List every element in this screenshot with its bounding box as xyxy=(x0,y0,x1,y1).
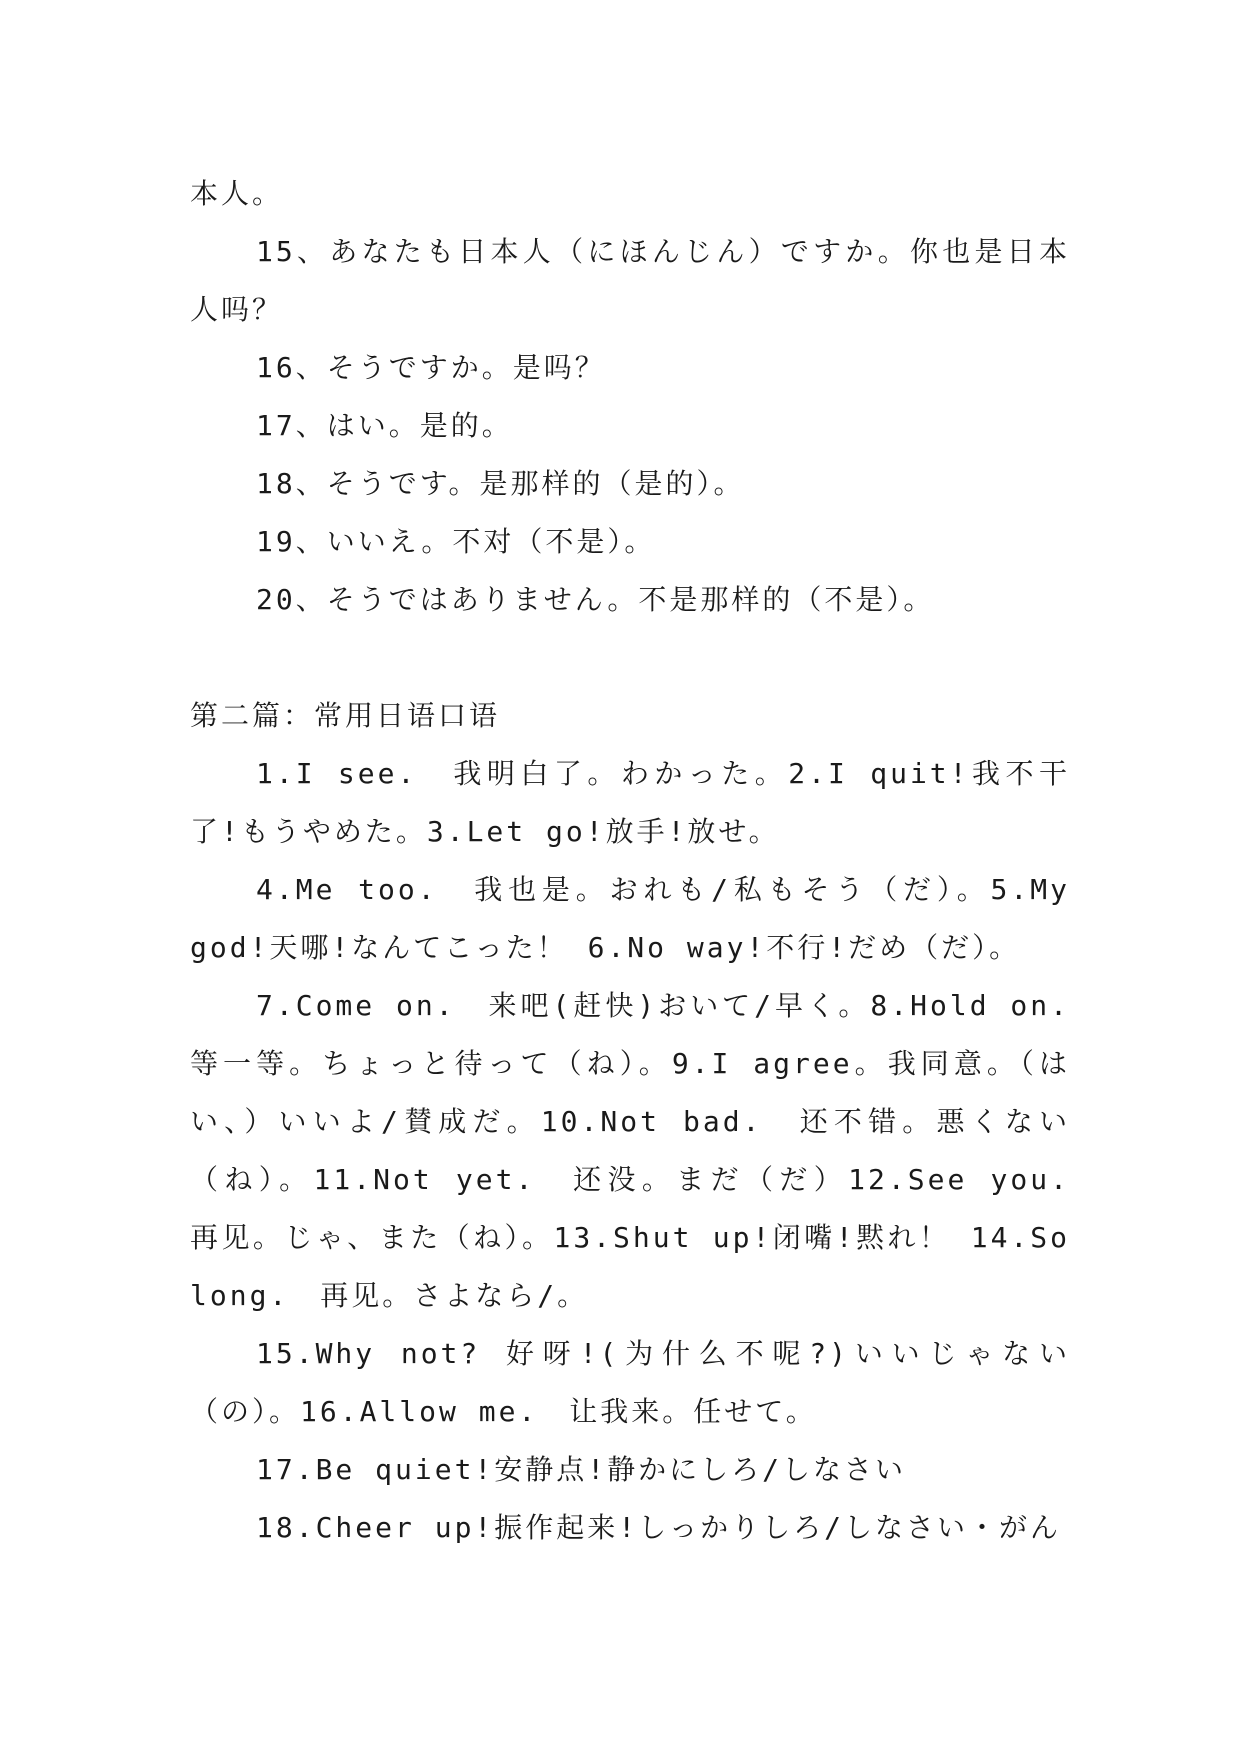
phrase-item-16: 16、そうですか。是吗？ xyxy=(256,351,606,384)
continuation-line: 本人。 xyxy=(190,177,284,210)
phrase-item-17: 17、はい。是的。 xyxy=(256,409,513,442)
phrase-item-15: 15、あなたも日本人（にほんじん）ですか。你也是日本人吗？ xyxy=(190,235,1070,326)
phrase-paragraph-4: 15.Why not? 好呀!(为什么不呢?)いいじゃない（の）。16.Allow me. 让我来。任せて。 xyxy=(190,1337,1070,1428)
document-body xyxy=(190,165,1102,1557)
phrase-item-18: 18、そうです。是那样的（是的）。 xyxy=(256,467,745,500)
phrase-item-19: 19、いいえ。不对（不是）。 xyxy=(256,525,656,558)
section-gap xyxy=(190,629,1070,687)
section-heading: 第二篇：常用日语口语 xyxy=(190,699,501,732)
phrase-item-20: 20、そうではありません。不是那样的（不是）。 xyxy=(256,583,935,616)
phrase-paragraph-3: 7.Come on. 来吧(赶快)おいて/早く。8.Hold on. 等一等。ちょっと待って（ね）。9.I agree。我同意。（はい、）いいよ/賛成だ。10.Not bad. 还不错。悪くない（ね）。11.Not yet. 还没。まだ（だ）12.See you. 再见。じゃ、また（ね）。13.Shut up!闭嘴!黙れ！ 14.So long. 再见。さよなら/。 xyxy=(190,989,1102,1312)
phrase-paragraph-5: 17.Be quiet!安静点!静かにしろ/しなさい xyxy=(256,1453,907,1486)
phrase-paragraph-2: 4.Me too. 我也是。おれも/私もそう（だ）。5.My god!天哪!なんてこった！ 6.No way!不行!だめ（だ）。 xyxy=(190,873,1070,964)
phrase-paragraph-1: 1.I see. 我明白了。わかった。2.I quit!我不干了!もうやめた。3.Let go!放手!放せ。 xyxy=(190,757,1070,848)
phrase-paragraph-6: 18.Cheer up!振作起来!しっかりしろ/しなさい・がん xyxy=(256,1511,1062,1544)
